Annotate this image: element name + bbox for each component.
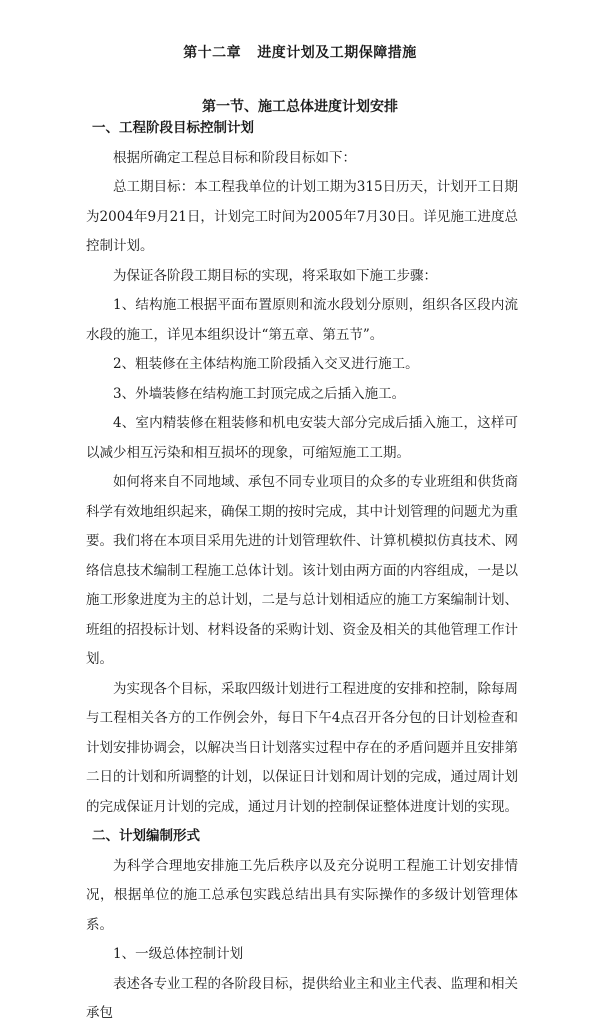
list-item: 2、粗装修在主体结构施工阶段插入交叉进行施工。: [113, 356, 419, 372]
section-title: 第一节、施工总体进度计划安排: [202, 99, 398, 115]
list-item: 3、外墙装修在结构施工封顶完成之后插入施工。: [113, 385, 406, 402]
paragraph: 总工期目标：本工程我单位的计划工期为315日历天，计划开工日期为2004年9月21日，计划完工时间为2005年7月30日。详见施工进度总控制计划。: [86, 179, 518, 254]
paragraph: 为实现各个目标，采取四级计划进行工程进度的安排和控制，除每周与工程相关各方的工作例会外，每日下午4点召开各分包的日计划检查和计划安排协调会，以解决当日计划落实过程中存在的矛盾问题并且安排第二日的计划和所调整的计划，以保证日计划和周计划的完成，通过周计划的完成保证月计划的完成，通过月计划的控制保证整体进度计划的实现。: [86, 680, 518, 815]
paragraph: 根据所确定工程总目标和阶段目标如下：: [113, 149, 356, 166]
list-item: 1、结构施工根据平面布置原则和流水段划分原则，组织各区段内流水段的施工，详见本组织设计“第五章、第五节”。: [86, 297, 518, 343]
paragraph: 为科学合理地安排施工先后秩序以及充分说明工程施工计划安排情况，根据单位的施工总承包实践总结出具有实际操作的多级计划管理体系。: [86, 857, 518, 933]
paragraph: 表述各专业工程的各阶段目标，提供给业主和业主代表、监理和相关承包: [86, 975, 518, 1021]
list-item: 4、室内精装修在粗装修和机电安装大部分完成后插入施工，这样可以减少相互污染和相互损坏的现象，可缩短施工工期。: [86, 415, 518, 461]
paragraph: 为保证各阶段工期目标的实现，将采取如下施工步骤：: [113, 267, 437, 284]
list-item: 1、一级总体控制计划: [113, 946, 244, 962]
paragraph: 如何将来自不同地域、承包不同专业项目的众多的专业班组和供货商科学有效地组织起来，确保工期的按时完成，其中计划管理的问题尤为重要。我们将在本项目采用先进的计划管理软件、计算机模拟仿真技术、网络信息技术编制工程施工总体计划。该计划由两方面的内容组成，一是以施工形象进度为主的总计划，二是与总计划相适应的施工方案编制计划、班组的招投标计划、材料设备的采购计划、资金及相关的其他管理工作计划。: [86, 474, 518, 667]
document-body: [86, 114, 518, 1029]
subsection-heading: 一、工程阶段目标控制计划: [92, 120, 254, 136]
chapter-title: 第十二章 进度计划及工期保障措施: [183, 45, 417, 61]
subsection-heading: 二、计划编制形式: [92, 828, 200, 844]
